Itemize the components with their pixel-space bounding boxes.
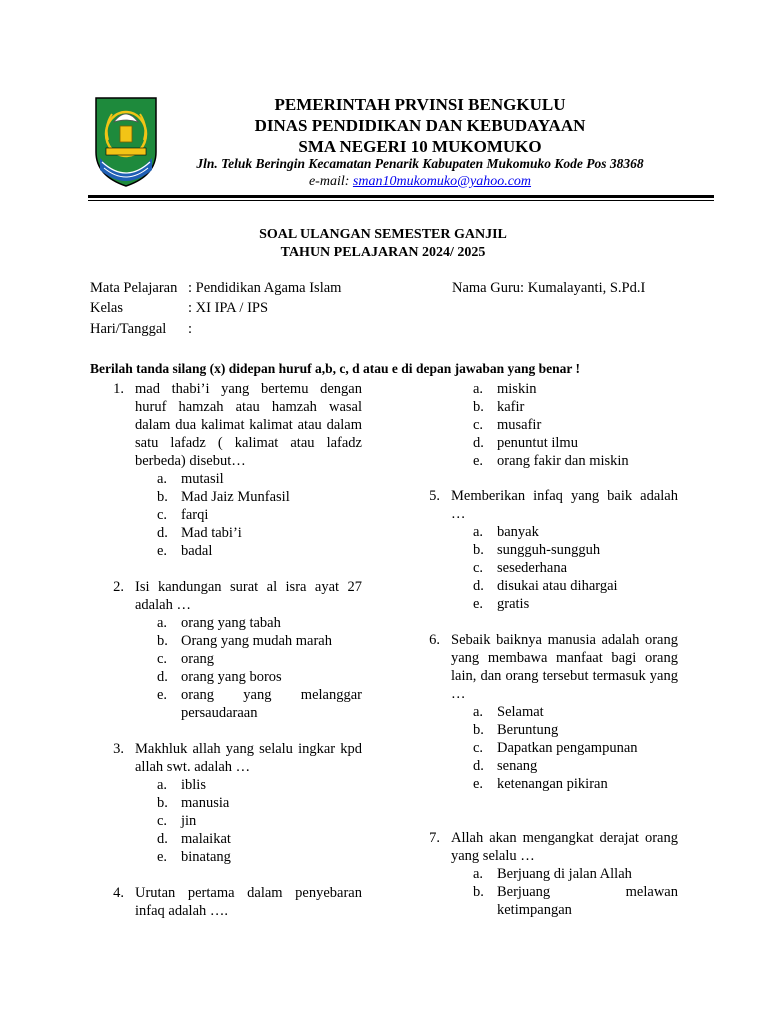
question-number: 4.	[113, 885, 124, 901]
question-number: 3.	[113, 741, 124, 757]
question-text: Isi kandungan surat al isra ayat 27 adalah …	[135, 579, 362, 613]
question-4	[100, 884, 362, 920]
option-b[interactable]: b. kafir	[473, 399, 525, 415]
option-c[interactable]: c. Dapatkan pengampunan	[473, 740, 638, 756]
question-number: 7.	[429, 830, 440, 846]
date-value: :	[188, 321, 193, 337]
question-3	[100, 740, 362, 866]
subject-value: : Pendidikan Agama Islam	[188, 280, 342, 296]
exam-title: SOAL ULANGAN SEMESTER GANJIL	[259, 227, 507, 242]
question-text: mad thabi’i yang bertemu dengan huruf hamzah atau hamzah wasal dalam dua kalimat kalimat atau dalam satu lafadz ( kalimat atau lafadz berbeda) disebut…	[135, 381, 362, 469]
question-text: Makhluk allah yang selalu ingkar kpd allah swt. adalah …	[135, 741, 362, 775]
option-a[interactable]: a. Selamat	[473, 704, 544, 720]
option-d[interactable]: d. orang yang boros	[157, 669, 282, 685]
option-b[interactable]: b. sungguh-sungguh	[473, 542, 601, 558]
question-4-options	[416, 380, 678, 470]
option-a[interactable]: a. banyak	[473, 524, 539, 540]
option-e[interactable]: e. orang yang melanggar persaudaraan	[157, 687, 362, 721]
email-label: e-mail:	[308, 174, 353, 189]
option-a[interactable]: a. Berjuang di jalan Allah	[473, 866, 632, 882]
option-e[interactable]: e. ketenangan pikiran	[473, 776, 608, 792]
option-c[interactable]: c. musafir	[473, 417, 542, 433]
option-c[interactable]: c. farqi	[157, 507, 209, 523]
question-2	[100, 578, 362, 722]
option-e[interactable]: e. binatang	[157, 849, 231, 865]
option-b[interactable]: b. Beruntung	[473, 722, 559, 738]
question-number: 2.	[113, 579, 124, 595]
class-label: Kelas	[90, 300, 124, 316]
option-a[interactable]: a. iblis	[157, 777, 206, 793]
option-a[interactable]: a. miskin	[473, 381, 537, 397]
questions-right-column	[416, 380, 678, 937]
question-7	[416, 829, 678, 919]
question-text: Allah akan mengangkat derajat orang yang selalu …	[451, 830, 678, 864]
question-text: Urutan pertama dalam penyebaran infaq adalah ….	[135, 885, 362, 919]
option-d[interactable]: d. disukai atau dihargai	[473, 578, 618, 594]
questions-left-column	[100, 380, 362, 938]
question-number: 5.	[429, 488, 440, 504]
question-1	[100, 380, 362, 560]
teacher-name: Nama Guru: Kumalayanti, S.Pd.I	[452, 280, 646, 296]
option-a[interactable]: a. orang yang tabah	[157, 615, 281, 631]
header-department: DINAS PENDIDIKAN DAN KEBUDAYAAN	[254, 116, 586, 135]
option-d[interactable]: d. senang	[473, 758, 538, 774]
header-government: PEMERINTAH PRVINSI BENGKULU	[274, 95, 566, 114]
header-divider-thin	[88, 200, 714, 201]
class-value: : XI IPA / IPS	[188, 300, 269, 316]
question-text: Memberikan infaq yang baik adalah …	[451, 488, 678, 522]
header-address: Jln. Teluk Beringin Kecamatan Penarik Kabupaten Mukomuko Kode Pos 38368	[196, 156, 644, 171]
option-c[interactable]: c. sesederhana	[473, 560, 568, 576]
school-emblem-logo	[94, 96, 158, 188]
option-a[interactable]: a. mutasil	[157, 471, 224, 487]
question-text: Sebaik baiknya manusia adalah orang yang membawa manfaat bagi orang lain, dan orang tersebut termasuk yang …	[451, 632, 678, 702]
option-d[interactable]: d. malaikat	[157, 831, 231, 847]
option-d[interactable]: d. Mad tabi’i	[157, 525, 242, 541]
option-b[interactable]: b. Orang yang mudah marah	[157, 633, 332, 649]
header-school-name: SMA NEGERI 10 MUKOMUKO	[298, 137, 542, 156]
option-b[interactable]: b. Berjuang melawan ketimpangan	[473, 884, 678, 918]
option-c[interactable]: c. orang	[157, 651, 215, 667]
option-e[interactable]: e. badal	[157, 543, 213, 559]
question-number: 6.	[429, 632, 440, 648]
exam-year: TAHUN PELAJARAN 2024/ 2025	[280, 245, 486, 260]
option-c[interactable]: c. jin	[157, 813, 197, 829]
date-label: Hari/Tanggal	[90, 321, 167, 337]
subject-label: Mata Pelajaran	[90, 280, 178, 296]
question-number: 1.	[113, 381, 124, 397]
question-5	[416, 487, 678, 613]
question-6	[416, 631, 678, 793]
option-e[interactable]: e. gratis	[473, 596, 530, 612]
option-d[interactable]: d. penuntut ilmu	[473, 435, 578, 451]
option-b[interactable]: b. manusia	[157, 795, 230, 811]
header-email-line	[170, 174, 670, 190]
option-b[interactable]: b. Mad Jaiz Munfasil	[157, 489, 290, 505]
email-link[interactable]: sman10mukomuko@yahoo.com	[352, 174, 532, 189]
header-divider-thick	[88, 195, 714, 198]
option-e[interactable]: e. orang fakir dan miskin	[473, 453, 629, 469]
instruction: Berilah tanda silang (x) didepan huruf a,b, c, d atau e di depan jawaban yang benar !	[90, 361, 580, 376]
